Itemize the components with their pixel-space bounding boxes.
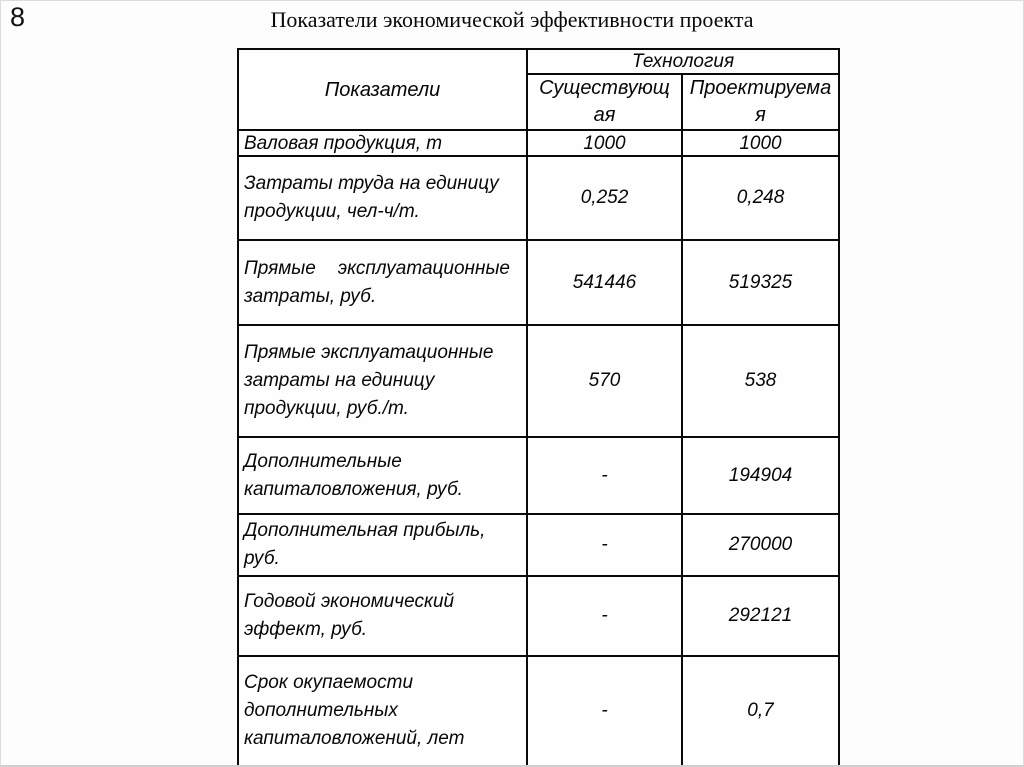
column-header-projected: Проектируемая bbox=[682, 74, 839, 130]
table-row bbox=[238, 325, 839, 437]
row-label: Прямые эксплуатационные затраты, руб. bbox=[238, 240, 527, 325]
slide-title: Показатели экономической эффективности проекта bbox=[270, 7, 754, 32]
existing-value: - bbox=[527, 514, 682, 576]
existing-value: - bbox=[527, 656, 682, 766]
projected-value: 519325 bbox=[682, 240, 839, 325]
projected-value: 0,248 bbox=[682, 156, 839, 240]
efficiency-table bbox=[237, 48, 840, 767]
projected-value: 1000 bbox=[682, 130, 839, 156]
row-label: Прямые эксплуатационные затраты на единицу продукции, руб./т. bbox=[238, 325, 527, 437]
row-label: Срок окупаемости дополнительных капиталовложений, лет bbox=[238, 656, 527, 766]
table-row bbox=[238, 437, 839, 514]
existing-value: 0,252 bbox=[527, 156, 682, 240]
table-row bbox=[238, 576, 839, 656]
column-group-header-technology: Технология bbox=[527, 49, 839, 74]
row-label: Валовая продукция, т bbox=[238, 130, 527, 156]
projected-value: 292121 bbox=[682, 576, 839, 656]
column-header-indicators: Показатели bbox=[238, 49, 527, 130]
table-row bbox=[238, 240, 839, 325]
projected-value: 194904 bbox=[682, 437, 839, 514]
table-row bbox=[238, 156, 839, 240]
projected-value: 538 bbox=[682, 325, 839, 437]
table-row bbox=[238, 656, 839, 766]
header-row-group bbox=[238, 49, 839, 74]
row-label: Годовой экономический эффект, руб. bbox=[238, 576, 527, 656]
existing-value: 541446 bbox=[527, 240, 682, 325]
table-row bbox=[238, 130, 839, 156]
existing-value: 1000 bbox=[527, 130, 682, 156]
row-label: Дополнительные капиталовложения, руб. bbox=[238, 437, 527, 514]
row-label: Дополнительная прибыль, руб. bbox=[238, 514, 527, 576]
page-number: 8 bbox=[10, 2, 26, 32]
existing-value: - bbox=[527, 437, 682, 514]
table-row bbox=[238, 514, 839, 576]
projected-value: 270000 bbox=[682, 514, 839, 576]
projected-value: 0,7 bbox=[682, 656, 839, 766]
existing-value: 570 bbox=[527, 325, 682, 437]
existing-value: - bbox=[527, 576, 682, 656]
column-header-existing: Существующая bbox=[527, 74, 682, 130]
row-label: Затраты труда на единицу продукции, чел-ч/т. bbox=[238, 156, 527, 240]
